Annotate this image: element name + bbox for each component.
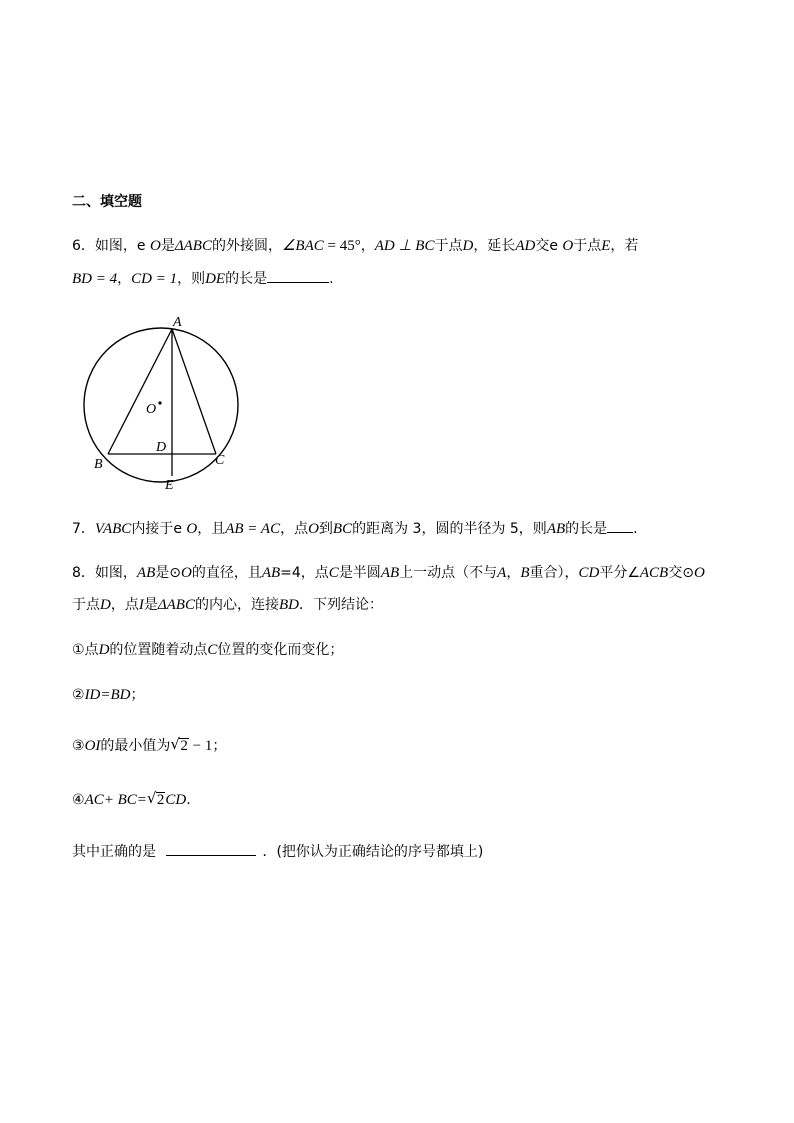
c3-text-mid: 的最小值为 (100, 738, 171, 754)
q6-text-extend: ，延长 (473, 238, 516, 254)
q7-circle-name: O (186, 521, 198, 537)
question-8-line-1 (72, 564, 705, 582)
segment-ac (172, 329, 216, 454)
q6-segment-de: DE (205, 271, 226, 287)
q7-segment-bc: BC (332, 521, 353, 537)
c4-sqrt (147, 791, 166, 809)
geometry-figure (80, 312, 250, 496)
q6-angle-value: = 45° (323, 238, 361, 254)
c3-minus-one: − 1 (188, 738, 213, 754)
sqrt-icon: √ (146, 789, 157, 807)
c2-prefix: ② (72, 687, 85, 703)
q7-text-distance: 的距离为 3，圆的半径为 5，则 (352, 521, 547, 537)
c3-sqrt (170, 737, 189, 755)
q6-circle-name-2: O (562, 238, 574, 254)
q8-point-b: B (520, 565, 530, 581)
c1-point-c: C (207, 642, 218, 658)
final-answer-blank[interactable] (166, 843, 256, 856)
q6-text-is: 是 (160, 238, 175, 254)
q6-text-then: ，则 (177, 271, 206, 287)
q7-text-point: ，点 (280, 521, 309, 537)
q6-angle: ∠BAC (281, 238, 324, 254)
q6-point-d: D (462, 238, 474, 254)
q7-text-and: ，且 (197, 521, 226, 537)
section-title: 二、填空题 (72, 194, 142, 210)
c1-point-d: D (98, 642, 110, 658)
q7-period: . (633, 521, 638, 537)
question-6-line-1 (72, 237, 638, 255)
q8-text-line2-a: 于点 (72, 597, 100, 613)
label-e: E (165, 478, 174, 493)
q8-text-line2-b: ，点 (110, 597, 139, 613)
q8-circle-o-2: O (693, 565, 705, 581)
q8-text-a: 8．如图， (72, 565, 137, 581)
q6-circle-name: O (150, 238, 161, 254)
label-c: C (215, 453, 225, 468)
q8-text-g: 平分∠ (599, 565, 640, 581)
q6-comma-2: ， (117, 271, 132, 287)
sqrt-icon: √ (170, 735, 180, 753)
q7-answer-blank[interactable] (607, 520, 633, 533)
c4-expression: AC+ BC= (84, 792, 147, 808)
q6-circle-symbol-2: e (549, 238, 558, 254)
center-point (158, 401, 161, 404)
q8-text-line2-d: 的内心，连接 (194, 597, 279, 613)
q6-text-at-point: 于点 (573, 238, 602, 254)
q7-ab-eq-ac: AB = AC (225, 521, 281, 537)
q7-number: 7． (72, 521, 95, 537)
q8-point-a: A (497, 565, 507, 581)
q6-number: 6．如图， (72, 238, 137, 254)
q8-comma: ， (506, 565, 521, 581)
conclusion-2 (72, 686, 145, 704)
q6-cd: CD = 1 (131, 271, 178, 287)
q6-circle-symbol: e (136, 238, 146, 254)
question-6-line-2 (72, 270, 334, 288)
q6-bd: BD = 4 (72, 271, 118, 287)
q6-point-e: E (601, 238, 611, 254)
q6-text-circumcircle: 的外接圆， (211, 238, 282, 254)
q6-triangle: ΔABC (174, 238, 212, 254)
q8-circle-o: O (180, 565, 192, 581)
conclusion-3 (72, 737, 226, 755)
final-suffix: ．(把你认为正确结论的序号都填上) (262, 844, 484, 860)
c1-prefix: ①点 (72, 642, 99, 658)
q8-text-f: 重合）， (529, 565, 579, 581)
c3-end: ； (212, 738, 227, 754)
final-prompt (72, 843, 483, 861)
segment-ab (108, 329, 172, 454)
q8-text-line2-e: ．下列结论： (298, 597, 383, 613)
c4-segment-cd: CD (165, 792, 187, 808)
q6-text-length: 的长是 (225, 271, 268, 287)
q6-text-if: ，若 (610, 238, 639, 254)
q7-circle-symbol: e (173, 521, 182, 537)
c3-radicand: 2 (180, 738, 188, 754)
conclusion-1 (72, 641, 343, 659)
label-d: D (156, 440, 167, 455)
q8-segment-ab: AB (136, 565, 156, 581)
q7-segment-ab: AB (546, 521, 566, 537)
q6-perpendicular: AD ⊥ BC (374, 238, 435, 254)
q7-point-o: O (308, 521, 319, 537)
q8-text-c: 的直径，且 (191, 565, 262, 581)
q7-text-length: 的长是 (565, 521, 608, 537)
q8-text-h: 交⊙ (668, 565, 694, 581)
c2-suffix: ； (130, 687, 145, 703)
q8-segment-ab-2: AB (261, 565, 281, 581)
q7-triangle: VABC (94, 521, 132, 537)
q8-point-c: C (328, 565, 339, 581)
c1-text-post: 位置的变化而变化； (217, 642, 344, 658)
q7-text-to: 到 (318, 521, 333, 537)
q8-text-b: 是⊙ (155, 565, 181, 581)
q8-triangle: ΔABC (157, 597, 195, 613)
q6-answer-blank[interactable] (267, 270, 329, 283)
question-7 (72, 520, 638, 538)
q8-text-e: 上一动点（不与 (399, 565, 498, 581)
q6-text-foot: 于点 (434, 238, 463, 254)
q8-point-i: I (138, 597, 144, 613)
q8-text-line2-c: 是 (143, 597, 158, 613)
c3-segment-oi: OI (84, 738, 101, 754)
q7-text-inscribed: 内接于 (131, 521, 174, 537)
question-8-line-2 (72, 596, 383, 614)
c4-prefix: ④ (72, 792, 85, 808)
q8-segment-ab-3: AB (380, 565, 400, 581)
c1-text-mid: 的位置随着动点 (109, 642, 208, 658)
final-prefix: 其中正确的是 (72, 844, 156, 860)
c3-prefix: ③ (72, 738, 85, 754)
q8-text-eq4: =4，点 (280, 565, 329, 581)
c4-end: . (186, 792, 191, 808)
c4-radicand: 2 (156, 792, 165, 808)
conclusion-4 (72, 791, 191, 809)
q8-segment-cd: CD (578, 565, 600, 581)
q6-segment-ad: AD (515, 238, 536, 254)
q8-segment-bd: BD (278, 597, 299, 613)
q6-comma: ， (360, 238, 375, 254)
q8-text-d: 是半圆 (338, 565, 381, 581)
q8-angle-acb: ACB (639, 565, 669, 581)
label-a: A (173, 315, 182, 330)
label-b: B (94, 457, 103, 472)
c2-expression: ID=BD (84, 687, 131, 703)
q6-period: . (329, 271, 334, 287)
q6-text-meet: 交 (535, 238, 550, 254)
label-o: O (146, 402, 157, 417)
q8-point-d: D (100, 597, 111, 613)
